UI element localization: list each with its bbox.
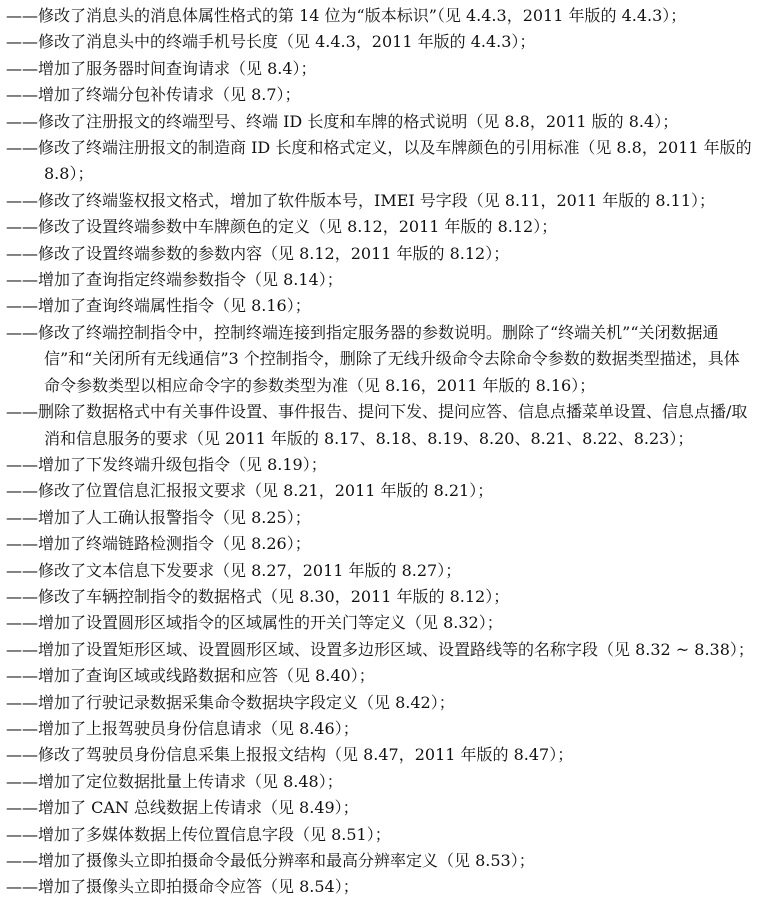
change-item: ——增加了摄像头立即拍摄命令最低分辨率和最高分辨率定义（见 8.53）；	[6, 851, 535, 870]
change-item: ——增加了查询指定终端参数指令（见 8.14）；	[6, 270, 343, 290]
change-item: ——修改了注册报文的终端型号、终端 ID 长度和车牌的格式说明（见 8.8，2011 版的 8.4）；	[6, 111, 679, 131]
change-item: ——修改了终端鉴权报文格式，增加了软件版本号，IMEI 号字段（见 8.11，2011 年版的 8.11）；	[6, 190, 716, 210]
change-item: ——增加了服务器时间查询请求（见 8.4）；	[6, 58, 317, 78]
change-item: ——增加了人工确认报警指令（见 8.25）；	[6, 507, 311, 527]
change-item: ——修改了车辆控制指令的数据格式（见 8.30，2011 年版的 8.12）；	[6, 586, 510, 606]
change-item: ——修改了终端控制指令中，控制终端连接到指定服务器的参数说明。删除了“终端关机”“关闭数据通信”和“关闭所有无线通信”3 个控制指令，删除了无线升级命令去除命令参数的数据类型描述，具体命令参数类型以相应命令字的参数类型为准（见 8.16，2011 年版的 8.16）；	[6, 322, 740, 395]
change-item: ——增加了查询终端属性指令（见 8.16）；	[6, 296, 311, 316]
change-item: ——修改了消息头中的终端手机号长度（见 4.4.3，2011 年版的 4.4.3）；	[6, 32, 536, 52]
change-item: ——删除了数据格式中有关事件设置、事件报告、提问下发、提问应答、信息点播菜单设置、信息点播/取消和信息服务的要求（见 2011 年版的 8.17、8.18、8.19、8.20、8.21、8.22、8.23）；	[6, 402, 748, 448]
change-item: ——修改了消息头的消息体属性格式的第 14 位为“版本标识”（见 4.4.3，2011 年版的 4.4.3）；	[6, 6, 687, 25]
change-item: ——增加了上报驾驶员身份信息请求（见 8.46）；	[6, 718, 359, 738]
change-item: ——增加了终端分包补传请求（见 8.7）；	[6, 85, 301, 105]
change-item: ——修改了位置信息汇报报文要求（见 8.21，2011 年版的 8.21）；	[6, 481, 494, 501]
change-item: ——修改了设置终端参数的参数内容（见 8.12，2011 年版的 8.12）；	[6, 243, 510, 263]
change-item: ——增加了行驶记录数据采集命令数据块字段定义（见 8.42）；	[6, 692, 455, 712]
change-item: ——修改了设置终端参数中车牌颜色的定义（见 8.12，2011 年版的 8.12）；	[6, 217, 558, 237]
change-item: ——增加了 CAN 总线数据上传请求（见 8.49）；	[6, 798, 359, 818]
change-item: ——修改了驾驶员身份信息采集上报报文结构（见 8.47，2011 年版的 8.47）；	[6, 745, 574, 765]
change-item: ——增加了查询区域或线路数据和应答（见 8.40）；	[6, 666, 375, 686]
change-item: ——增加了摄像头立即拍摄命令应答（见 8.54）；	[6, 877, 359, 897]
change-item: ——修改了终端注册报文的制造商 ID 长度和格式定义，以及车牌颜色的引用标准（见 8.8，2011 年版的 8.8）；	[6, 138, 752, 184]
change-item: ——增加了定位数据批量上传请求（见 8.48）；	[6, 771, 343, 791]
change-item: ——增加了下发终端升级包指令（见 8.19）；	[6, 454, 327, 474]
change-item: ——增加了终端链路检测指令（见 8.26）；	[6, 534, 311, 554]
change-item: ——增加了设置矩形区域、设置圆形区域、设置多边形区域、设置路线等的名称字段（见 8.32 ~ 8.38）；	[6, 639, 754, 659]
change-item: ——增加了多媒体数据上传位置信息字段（见 8.51）；	[6, 824, 391, 844]
change-item: ——增加了设置圆形区域指令的区域属性的开关门等定义（见 8.32）；	[6, 613, 503, 633]
change-item: ——修改了文本信息下发要求（见 8.27，2011 年版的 8.27）；	[6, 560, 462, 580]
